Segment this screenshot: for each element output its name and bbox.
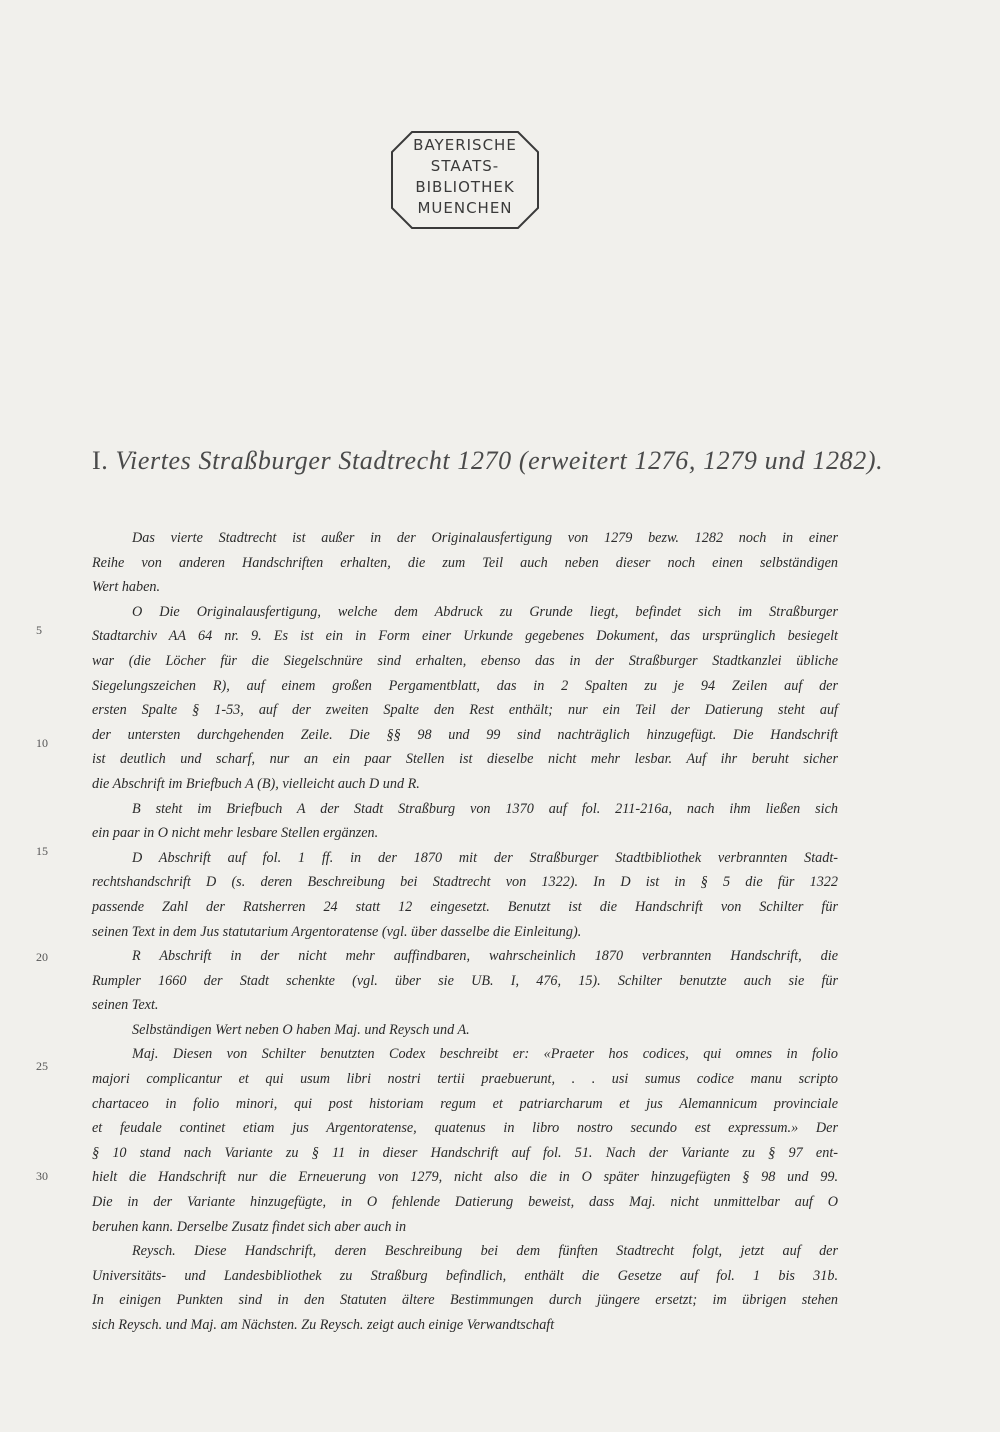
line-number: 10 [36, 736, 48, 750]
text-line: war (die Löcher für die Siegelschnüre sind erhalten, ebenso das in der Straßburger Stadtkanzlei übliche [92, 652, 838, 669]
line-number: 5 [36, 623, 42, 637]
text-line: D Abschrift auf fol. 1 ff. in der 1870 mit der Straßburger Stadtbibliothek verbrannten Stadt- [132, 849, 838, 866]
title-number: I. [92, 446, 109, 475]
text-line: § 10 stand nach Variante zu § 11 in dieser Handschrift auf fol. 51. Nach der Variante zu § 97 ent- [92, 1144, 838, 1161]
line-number: 30 [36, 1169, 48, 1183]
title-text: Viertes Straßburger Stadtrecht 1270 (erweitert 1276, 1279 und 1282). [115, 446, 884, 475]
line-number: 15 [36, 844, 48, 858]
text-line: die Abschrift im Briefbuch A (B), vielleicht auch D und R. [92, 775, 420, 792]
text-line: et feudale continet etiam jus Argentoratense, quatenus in libro nostro secundo est expressum.» Der [92, 1120, 838, 1137]
text-line: Siegelungszeichen R), auf einem großen Pergamentblatt, das in 2 Spalten zu je 94 Zeilen auf der [92, 677, 838, 694]
text-line: passende Zahl der Ratsherren 24 statt 12 eingesetzt. Benutzt ist die Handschrift von Schilter für [92, 898, 838, 915]
text-line: Wert haben. [92, 579, 161, 596]
library-stamp [390, 130, 540, 230]
page-title [92, 446, 952, 476]
line-number: 25 [36, 1059, 48, 1073]
text-line: Reihe von anderen Handschriften erhalten, die zum Teil auch neben dieser noch einen selbständigen [92, 554, 838, 571]
text-line: Rumpler 1660 der Stadt schenkte (vgl. über sie UB. I, 476, 15). Schilter benutzte auch sie für [92, 972, 838, 989]
text-line: O Die Originalausfertigung, welche dem Abdruck zu Grunde liegt, befindet sich im Straßburger [132, 603, 838, 620]
line-number: 20 [36, 950, 48, 964]
text-line: beruhen kann. Derselbe Zusatz findet sich aber auch in [92, 1218, 407, 1235]
body-text [92, 526, 838, 1338]
text-line: rechtshandschrift D (s. deren Beschreibung bei Stadtrecht von 1322). In D ist in § 5 die für 1322 [92, 874, 838, 891]
text-line: hielt die Handschrift nur die Erneuerung von 1279, nicht also die in O später hinzugefügten § 98 und 99. [92, 1169, 838, 1186]
text-line: sich Reysch. und Maj. am Nächsten. Zu Reysch. zeigt auch einige Verwandtschaft [92, 1317, 555, 1333]
text-line: Die in der Variante hinzugefügte, in O fehlende Datierung beweist, dass Maj. nicht unmittelbar auf O [92, 1194, 838, 1211]
text-line: seinen Text in dem Jus statutarium Argentoratense (vgl. über dasselbe die Einleitung). [92, 923, 582, 940]
text-line: Das vierte Stadtrecht ist außer in der Originalausfertigung von 1279 bezw. 1282 noch in einer [132, 530, 838, 546]
text-line: ersten Spalte § 1-53, auf der zweiten Spalte den Rest enthält; nur ein Teil der Datierung steht auf [92, 702, 838, 719]
text-line: Selbständigen Wert neben O haben Maj. und Reysch und A. [132, 1021, 470, 1038]
text-line: ein paar in O nicht mehr lesbare Stellen ergänzen. [92, 825, 379, 842]
stamp-line: STAATS- [430, 157, 500, 175]
text-line: der untersten durchgehenden Zeile. Die §§ 98 und 99 sind nachträglich hinzugefügt. Die Handschrift [92, 726, 838, 743]
stamp-line: BIBLIOTHEK [415, 178, 515, 196]
stamp-line: MUENCHEN [417, 199, 513, 217]
stamp-line: BAYERISCHE [413, 136, 517, 154]
text-line: Reysch. Diese Handschrift, deren Beschreibung bei dem fünften Stadtrecht folgt, jetzt auf der [132, 1243, 838, 1260]
text-line: R Abschrift in der nicht mehr auffindbaren, wahrscheinlich 1870 verbrannten Handschrift, die [132, 948, 838, 965]
text-line: majori complicantur et qui usum libri nostri tertii praebuerunt, . . usi sumus codice manu scripto [92, 1071, 838, 1088]
text-line: ist deutlich und scharf, nur an ein paar Stellen ist dieselbe nicht mehr lesbar. Auf ihr beruht sicher [92, 751, 838, 768]
text-line: seinen Text. [92, 997, 159, 1014]
text-line: chartaceo in folio minori, qui post historiam regum et patriarcharum et jus Alemannicum provinciale [92, 1095, 838, 1112]
text-line: Universitäts- und Landesbibliothek zu Straßburg befindlich, enthält die Gesetze auf fol. 1 bis 31b. [92, 1267, 838, 1284]
text-line: Stadtarchiv AA 64 nr. 9. Es ist ein in Form einer Urkunde gegebenes Dokument, das ursprünglich besiegelt [92, 628, 838, 645]
text-line: Maj. Diesen von Schilter benutzten Codex beschreibt er: «Praeter hos codices, qui omnes in folio [132, 1046, 838, 1063]
text-line: B steht im Briefbuch A der Stadt Straßburg von 1370 auf fol. 211-216a, nach ihm ließen sich [132, 800, 838, 817]
text-line: In einigen Punkten sind in den Statuten ältere Bestimmungen durch jüngere ersetzt; im übrigen stehen [92, 1292, 838, 1309]
